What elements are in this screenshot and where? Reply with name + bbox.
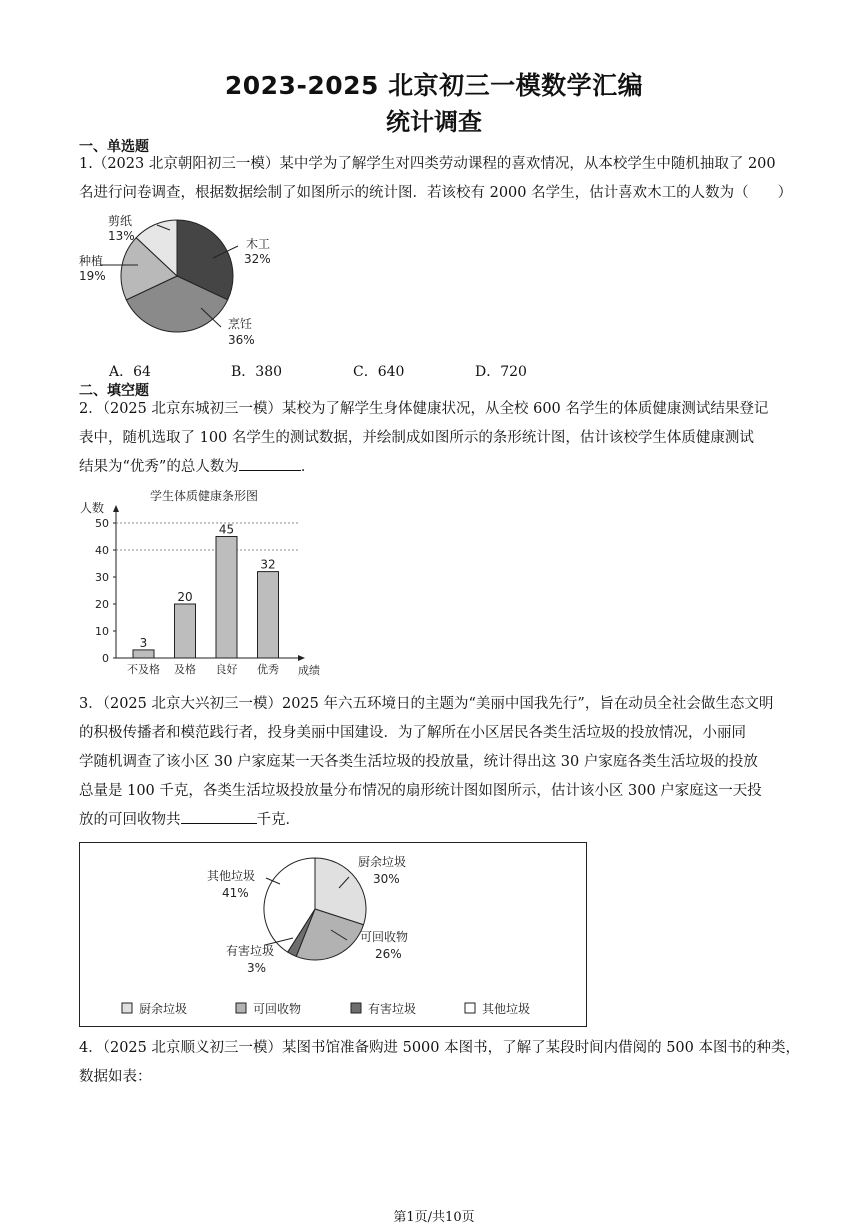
pie3-pct-kitchen: 30% bbox=[373, 872, 400, 886]
pie3-label-recyclable: 可回收物 bbox=[360, 930, 409, 944]
page-footer: 第1页/共10页 bbox=[393, 1210, 475, 1225]
bar-ytick-label-3: 30 bbox=[95, 571, 109, 584]
bar-ytick-label-2: 20 bbox=[95, 598, 109, 611]
question-2-line-3 bbox=[79, 453, 315, 482]
question-3-line-5-text: 放的可回收物共 bbox=[79, 812, 181, 828]
section-heading-fill-blank: 二、填空题 bbox=[79, 383, 149, 399]
bar-3 bbox=[258, 572, 279, 658]
pie1-pct-zhongzhi: 19% bbox=[79, 269, 106, 283]
legend-label-recyclable: 可回收物 bbox=[253, 1002, 302, 1016]
q1-pie-chart bbox=[76, 210, 296, 360]
bar-chart-xlabel: 成绩 bbox=[298, 664, 320, 677]
bar-ytick-label-5: 50 bbox=[95, 517, 109, 530]
bar-category-label-2: 良好 bbox=[215, 663, 238, 676]
question-2-line-3-text: 结果为“优秀”的总人数为 bbox=[79, 459, 239, 475]
bar-value-label-0: 3 bbox=[139, 635, 148, 650]
legend-label-other: 其他垃圾 bbox=[482, 1002, 531, 1016]
option-b: B．380 bbox=[231, 364, 283, 380]
pie3-pct-other: 41% bbox=[222, 886, 249, 900]
question-1-line-1: 1.（2023 北京朝阳初三一模）某中学为了解学生对四类劳动课程的喜欢情况，从本校学生中随机抽取了 200 bbox=[79, 156, 776, 172]
question-2-line-3-end: ． bbox=[300, 459, 316, 475]
pie3-legend bbox=[122, 1001, 530, 1016]
bar-chart-ylabel: 人数 bbox=[80, 501, 105, 515]
pie1-label-mugong: 木工 bbox=[246, 237, 271, 251]
legend-swatch-hazard bbox=[351, 1003, 361, 1013]
pie3-label-other: 其他垃圾 bbox=[207, 869, 256, 883]
bar-chart-bars bbox=[127, 523, 279, 677]
question-4-line-2: 数据如表： bbox=[79, 1069, 152, 1085]
question-3-line-5 bbox=[79, 806, 300, 835]
option-a: A．64 bbox=[109, 364, 151, 380]
pie3-label-hazard: 有害垃圾 bbox=[226, 944, 275, 958]
pie3-label-kitchen: 厨余垃圾 bbox=[358, 855, 407, 869]
question-3-line-1: 3．（2025 北京大兴初三一模）2025 年六五环境日的主题为“美丽中国我先行”，旨在动员全社会做生态文明 bbox=[79, 696, 774, 712]
bar-chart-title: 学生体质健康条形图 bbox=[150, 489, 259, 503]
q3-pie-slices bbox=[264, 858, 366, 960]
pie1-label-pengren: 烹饪 bbox=[228, 317, 253, 331]
pie1-pct-pengren: 36% bbox=[228, 333, 255, 347]
legend-label-kitchen: 厨余垃圾 bbox=[139, 1002, 188, 1016]
page-title: 2023-2025 北京初三一模数学汇编 bbox=[224, 71, 644, 100]
q2-bar-chart bbox=[76, 488, 336, 678]
bar-1 bbox=[175, 604, 196, 658]
bar-category-label-3: 优秀 bbox=[257, 663, 279, 676]
bar-value-label-1: 20 bbox=[177, 590, 193, 604]
question-3-line-3: 学随机调查了该小区 30 户家庭某一天各类生活垃圾的投放量，统计得出这 30 户家庭各类生活垃圾的投放 bbox=[79, 754, 758, 770]
bar-value-label-3: 32 bbox=[260, 557, 276, 572]
bar-y-axis-arrow bbox=[113, 505, 119, 512]
bar-ytick-label-4: 40 bbox=[95, 544, 109, 557]
pie3-pct-hazard: 3% bbox=[247, 961, 267, 975]
question-3-line-2: 的积极传播者和模范践行者，投身美丽中国建设．为了解所在小区居民各类生活垃圾的投放情况，小丽同 bbox=[79, 725, 746, 741]
bar-value-label-2: 45 bbox=[218, 522, 235, 537]
question-1-line-2: 名进行问卷调查，根据数据绘制了如图所示的统计图．若该校有 2000 名学生，估计喜欢木工的人数为（ ） bbox=[79, 185, 793, 201]
pie1-label-jianzhi: 剪纸 bbox=[108, 214, 133, 228]
section-heading-single-choice: 一、单选题 bbox=[79, 139, 149, 155]
bar-2 bbox=[216, 537, 237, 659]
legend-swatch-kitchen bbox=[122, 1003, 132, 1013]
q3-pie-chart bbox=[79, 842, 587, 1027]
bar-ytick-label-1: 10 bbox=[95, 625, 109, 638]
question-3-line-5-end: 千克． bbox=[256, 812, 300, 828]
option-c: C．640 bbox=[353, 364, 405, 380]
legend-swatch-recyclable bbox=[236, 1003, 246, 1013]
answer-blank-q2[interactable] bbox=[239, 454, 301, 471]
question-2-line-2: 表中，随机选取了 100 名学生的测试数据，并绘制成如图所示的条形统计图，估计该校学生体质健康测试 bbox=[79, 430, 754, 446]
option-d: D．720 bbox=[475, 364, 527, 380]
bar-ytick-label-0: 0 bbox=[102, 652, 109, 665]
question-2-line-1: 2．（2025 北京东城初三一模）某校为了解学生身体健康状况，从全校 600 名学生的体质健康测试结果登记 bbox=[79, 401, 769, 417]
question-3-line-4: 总量是 100 千克，各类生活垃圾投放量分布情况的扇形统计图如图所示，估计该小区 300 户家庭这一天投 bbox=[79, 783, 762, 799]
pie1-pct-mugong: 32% bbox=[244, 252, 271, 266]
question-4-line-1: 4．（2025 北京顺义初三一模）某图书馆准备购进 5000 本图书，了解了某段时间内借阅的 500 本图书的种类， bbox=[79, 1040, 800, 1056]
pie1-label-zhongzhi: 种植 bbox=[79, 254, 104, 268]
bar-0 bbox=[133, 650, 154, 658]
legend-swatch-other bbox=[465, 1003, 475, 1013]
page-subtitle: 统计调查 bbox=[386, 108, 482, 136]
pie1-pct-jianzhi: 13% bbox=[108, 229, 135, 243]
bar-category-label-1: 及格 bbox=[174, 663, 196, 676]
q1-pie-slices bbox=[121, 220, 233, 332]
bar-category-label-0: 不及格 bbox=[127, 663, 160, 676]
legend-label-hazard: 有害垃圾 bbox=[368, 1002, 417, 1016]
answer-blank-q3[interactable] bbox=[181, 807, 257, 824]
question-1-options bbox=[109, 361, 597, 381]
pie3-pct-recyclable: 26% bbox=[375, 947, 402, 961]
bar-x-axis-arrow bbox=[298, 655, 305, 661]
